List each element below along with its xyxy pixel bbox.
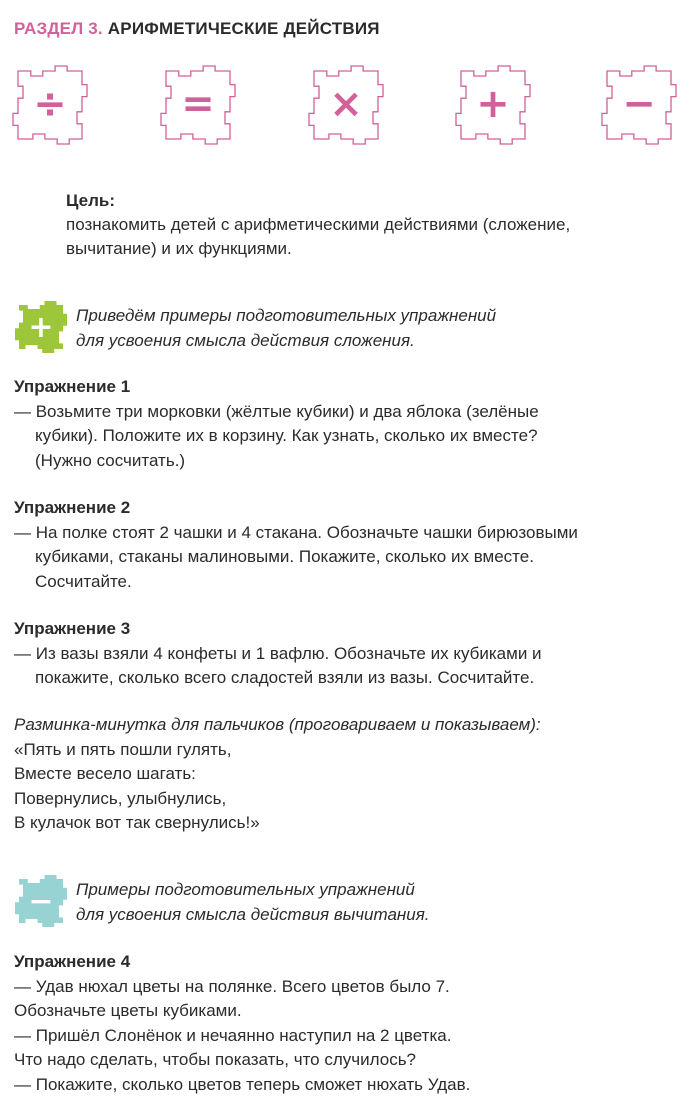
exercise-line: Что надо сделать, чтобы показать, что случилось? bbox=[14, 1050, 417, 1069]
tile-symbol: − bbox=[622, 81, 656, 127]
exercise-title: Упражнение 3 bbox=[14, 619, 131, 638]
exercise-line: — На полке стоят 2 чашки и 4 стакана. Обозначьте чашки бирюзовыми bbox=[14, 522, 578, 542]
exercise-line: — Покажите, сколько цветов теперь сможет нюхать Удав. bbox=[14, 1074, 471, 1094]
poem-line: Вместе весело шагать: bbox=[14, 764, 196, 783]
intro-line: для усвоения смысла действия сложения. bbox=[76, 331, 415, 350]
intro-line: Приведём примеры подготовительных упражнений bbox=[76, 306, 497, 325]
poem-line: В кулачок вот так свернулись!» bbox=[14, 813, 260, 832]
minus-icon bbox=[14, 874, 68, 928]
plus-icon bbox=[453, 63, 533, 147]
exercise-line: кубики). Положите их в корзину. Как узнать, сколько их вместе? bbox=[35, 426, 538, 445]
intro-subtraction bbox=[14, 874, 674, 930]
exercise-line: (Нужно сосчитать.) bbox=[35, 450, 186, 470]
exercise-2 bbox=[14, 496, 684, 594]
exercise-title: Упражнение 4 bbox=[14, 952, 131, 971]
intro-line: для усвоения смысла действия вычитания. bbox=[76, 905, 430, 924]
tile-symbol: ÷ bbox=[33, 81, 67, 127]
multiply-icon bbox=[306, 63, 386, 147]
plus-icon bbox=[14, 300, 68, 354]
goal-line: вычитание) и их функциями. bbox=[66, 239, 292, 258]
exercise-line: — Удав нюхал цветы на полянке. Всего цветов было 7. bbox=[14, 976, 450, 996]
section-number: РАЗДЕЛ 3. bbox=[14, 19, 103, 38]
badge-symbol: − bbox=[28, 884, 54, 919]
intro-subtraction-text bbox=[76, 877, 430, 927]
intro-line: Примеры подготовительных упражнений bbox=[76, 880, 415, 899]
tile-symbol: × bbox=[329, 81, 363, 127]
goal-label: Цель: bbox=[66, 191, 115, 210]
exercise-line: — Возьмите три морковки (жёлтые кубики) и два яблока (зелёные bbox=[14, 401, 539, 421]
exercise-line: — Из вазы взяли 4 конфеты и 1 вафлю. Обозначьте их кубиками и bbox=[14, 643, 542, 663]
exercise-title: Упражнение 2 bbox=[14, 498, 131, 517]
minus-icon bbox=[599, 63, 679, 147]
exercise-1 bbox=[14, 375, 684, 473]
operation-tiles bbox=[10, 63, 690, 148]
tile-symbol: = bbox=[181, 81, 215, 127]
exercise-title: Упражнение 1 bbox=[14, 377, 131, 396]
tile-symbol: + bbox=[476, 81, 510, 127]
exercise-line: кубиками, стаканы малиновыми. Покажите, сколько их вместе. bbox=[35, 547, 534, 566]
intro-addition bbox=[14, 300, 674, 356]
exercise-line: покажите, сколько всего сладостей взяли из вазы. Сосчитайте. bbox=[35, 668, 535, 687]
exercise-3 bbox=[14, 617, 684, 691]
exercise-line: — Пришёл Слонёнок и нечаянно наступил на 2 цветка. bbox=[14, 1025, 452, 1045]
section-header bbox=[14, 19, 380, 39]
goal-line: познакомить детей с арифметическими действиями (сложение, bbox=[66, 215, 571, 234]
goal-block bbox=[66, 189, 666, 261]
warmup-block bbox=[14, 713, 541, 836]
exercise-line: Сосчитайте. bbox=[35, 571, 132, 591]
equals-icon bbox=[158, 63, 238, 147]
intro-addition-text bbox=[76, 303, 496, 353]
section-title: АРИФМЕТИЧЕСКИЕ ДЕЙСТВИЯ bbox=[107, 19, 380, 38]
poem-line: «Пять и пять пошли гулять, bbox=[14, 739, 232, 759]
badge-symbol: + bbox=[28, 310, 54, 345]
exercise-4 bbox=[14, 950, 684, 1097]
warmup-title: Разминка-минутка для пальчиков (проговариваем и показываем): bbox=[14, 715, 541, 734]
divide-icon bbox=[10, 63, 90, 147]
exercise-line: Обозначьте цветы кубиками. bbox=[14, 1001, 242, 1020]
poem-line: Повернулись, улыбнулись, bbox=[14, 788, 227, 808]
